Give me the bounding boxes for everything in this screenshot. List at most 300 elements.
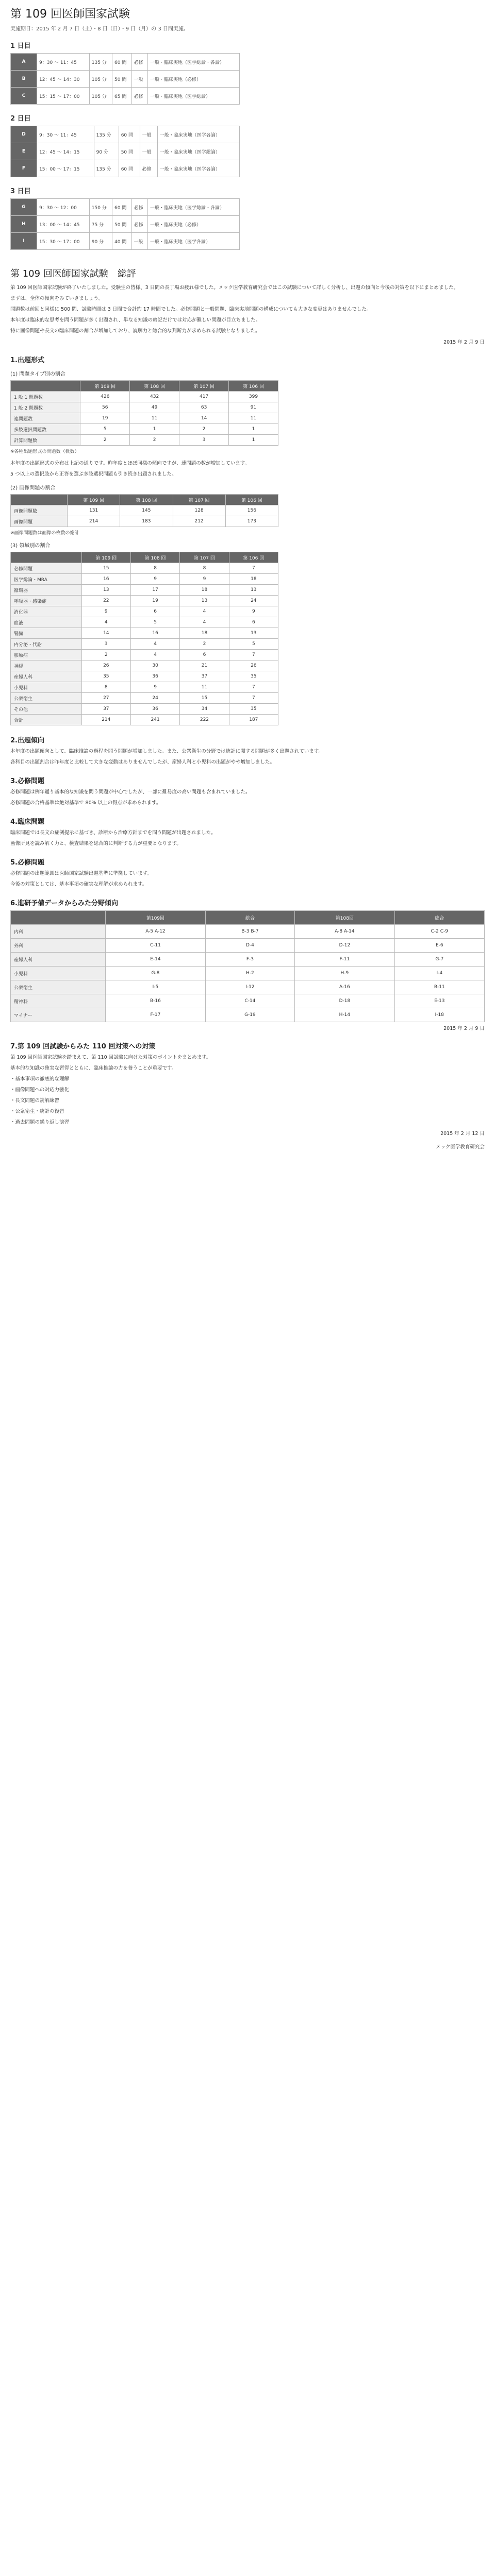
- row-label: 呼吸器・感染症: [11, 596, 82, 606]
- day-title: 3 日目: [10, 188, 31, 195]
- table-head: [11, 552, 278, 563]
- header-row: [11, 552, 278, 563]
- format-cell: 一般: [131, 71, 147, 88]
- block-label: F: [11, 160, 37, 177]
- schedule-row: [11, 199, 240, 216]
- table-cell: 36: [130, 704, 179, 715]
- analysis-heading: 1.出題形式: [10, 357, 44, 364]
- table-cell: 4: [180, 617, 229, 628]
- compare-table-wrap: [10, 910, 485, 1022]
- final-bullet: ・画像問題への対応力強化: [10, 1087, 70, 1093]
- table-cell: 3: [81, 639, 130, 650]
- table-row: [11, 715, 278, 725]
- table-cell: I-5: [106, 980, 205, 994]
- review-paragraph: 問題数は前回と同様に 500 問、試験時間は 3 日間で合計約 17 時間でした。必修問題と一般問題、臨床実地問題の構成についても大きな変更はありませんでした。: [10, 307, 372, 312]
- table-row: [11, 671, 278, 682]
- analysis-note: ※各種出題形式の問題数（概数）: [10, 449, 79, 454]
- table-row: [11, 1008, 485, 1022]
- page: [10, 0, 485, 1150]
- duration-cell: 135 分: [94, 126, 119, 143]
- count-cell: 60 問: [112, 199, 132, 216]
- page-title: 第 109 回医師国家試験: [10, 8, 130, 21]
- format-cell: 一般: [140, 126, 157, 143]
- table-row: [11, 585, 278, 596]
- review-body: [10, 284, 485, 335]
- time-cell: 15：15 〜 17：00: [37, 88, 90, 105]
- count-cell: 40 問: [112, 233, 132, 250]
- schedule-row: [11, 233, 240, 250]
- table-row: [11, 424, 278, 435]
- compare-heading: 6.進研予備データからみた分野傾向: [10, 900, 118, 907]
- table-cell: 7: [229, 682, 278, 693]
- table-cell: 4: [130, 639, 179, 650]
- table-cell: F-17: [106, 1008, 205, 1022]
- section-paragraph: 必修問題の出題範囲は医師国家試験出題基準に準拠しています。: [10, 871, 152, 876]
- table-cell: 1: [130, 424, 179, 435]
- table-cell: 18: [180, 628, 229, 639]
- table-cell: 222: [180, 715, 229, 725]
- count-cell: 65 問: [112, 88, 132, 105]
- table-cell: 2: [180, 639, 229, 650]
- table-cell: 1: [229, 435, 278, 446]
- table-cell: 15: [180, 693, 229, 704]
- content-cell: 一般・臨床実地（医学各論）: [148, 233, 240, 250]
- row-label: 内分泌・代謝: [11, 639, 82, 650]
- final-bullet: ・長文問題の読解練習: [10, 1098, 60, 1104]
- format-cell: 必修: [140, 160, 157, 177]
- table-cell: 36: [130, 671, 179, 682]
- table-cell: 417: [179, 392, 229, 402]
- table-row: [11, 650, 278, 660]
- format-cell: 一般: [140, 143, 157, 160]
- time-cell: 13：00 〜 14：45: [37, 216, 90, 233]
- table-cell: 8: [130, 563, 179, 574]
- table-cell: F-3: [205, 953, 295, 967]
- table-row: [11, 925, 485, 939]
- header-row: [11, 911, 485, 925]
- content-cell: 一般・臨床実地（必修）: [148, 71, 240, 88]
- table-cell: 426: [80, 392, 130, 402]
- table-cell: F-11: [295, 953, 394, 967]
- table-cell: G-19: [205, 1008, 295, 1022]
- content-cell: 一般・臨床実地（医学総論・各論）: [148, 199, 240, 216]
- table-cell: 183: [120, 516, 173, 527]
- final-body: [10, 1054, 485, 1126]
- table-cell: 13: [229, 628, 278, 639]
- header-cell: 第 108 回: [130, 552, 179, 563]
- table-cell: D-12: [295, 939, 394, 953]
- table-cell: 35: [229, 671, 278, 682]
- table-cell: 5: [130, 617, 179, 628]
- row-label: 多肢選択問題数: [11, 424, 80, 435]
- table-cell: 15: [81, 563, 130, 574]
- section-heading: 5.必修問題: [10, 859, 44, 867]
- final-bullet: ・公衆衛生・統計の復習: [10, 1109, 64, 1114]
- row-label: 画像問題数: [11, 505, 68, 516]
- block-label: D: [11, 126, 37, 143]
- table-row: [11, 413, 278, 424]
- table-cell: 145: [120, 505, 173, 516]
- table-cell: 14: [179, 413, 229, 424]
- header-cell: 第 108 回: [130, 381, 179, 392]
- header-cell: 第 106 回: [225, 495, 278, 505]
- table3-wrap: [10, 552, 485, 725]
- table-cell: 34: [180, 704, 229, 715]
- section-heading: 3.必修問題: [10, 777, 44, 785]
- table-row: [11, 563, 278, 574]
- table-cell: 19: [80, 413, 130, 424]
- compare-table: [10, 910, 485, 1022]
- duration-cell: 135 分: [94, 160, 119, 177]
- analysis-table: [10, 380, 278, 446]
- table-cell: 9: [180, 574, 229, 585]
- table-cell: 212: [173, 516, 225, 527]
- table-row: [11, 967, 485, 980]
- header-cell: 第 107 回: [173, 495, 225, 505]
- table-cell: H-14: [295, 1008, 394, 1022]
- table-cell: 187: [229, 715, 278, 725]
- table-cell: 7: [229, 693, 278, 704]
- schedule-row: [11, 160, 240, 177]
- final-date: 2015 年 2 月 12 日: [440, 1131, 485, 1137]
- row-label: 消化器: [11, 606, 82, 617]
- row-label: 合計: [11, 715, 82, 725]
- table-row: [11, 980, 485, 994]
- time-cell: 9：30 〜 11：45: [37, 54, 90, 71]
- count-cell: 60 問: [119, 160, 140, 177]
- table2-wrap: [10, 494, 485, 527]
- table-body: [11, 392, 278, 446]
- row-label: 公衆衛生: [11, 693, 82, 704]
- table-cell: 13: [81, 585, 130, 596]
- day-title: 2 日目: [10, 115, 31, 123]
- table-cell: 4: [180, 606, 229, 617]
- section-paragraph: 本年度の出題傾向として、臨床推論の過程を問う問題が増加しました。また、公衆衛生の分野では統計に関する問題が多く出題されています。: [10, 749, 324, 754]
- row-label: 小児科: [11, 682, 82, 693]
- table-cell: 2: [130, 435, 179, 446]
- table-cell: C-14: [205, 994, 295, 1008]
- table-cell: C-2 C-9: [394, 925, 484, 939]
- header-cell: 第 108 回: [120, 495, 173, 505]
- row-label: 精神科: [11, 994, 106, 1008]
- table-row: [11, 994, 485, 1008]
- table-row: [11, 596, 278, 606]
- header-cell-blank: [11, 911, 106, 925]
- table-cell: 214: [81, 715, 130, 725]
- table-cell: B-3 B-7: [205, 925, 295, 939]
- header-cell: 第 109 回: [68, 495, 120, 505]
- table-row: [11, 639, 278, 650]
- review-date: 2015 年 2 月 9 日: [443, 340, 485, 345]
- table-cell: 18: [229, 574, 278, 585]
- table-cell: 156: [225, 505, 278, 516]
- final-paragraph: 第 109 回医師国家試験を踏まえて、第 110 回試験に向けた対策のポイントをまとめます。: [10, 1055, 211, 1060]
- schedule-row: [11, 54, 240, 71]
- table-cell: 9: [81, 606, 130, 617]
- table-cell: 6: [130, 606, 179, 617]
- table-row: [11, 516, 278, 527]
- row-label: 内科: [11, 925, 106, 939]
- format-cell: 必修: [131, 216, 147, 233]
- header-row: [11, 495, 278, 505]
- table-cell: 5: [229, 639, 278, 650]
- header-cell: 第108回: [295, 911, 394, 925]
- time-cell: 9：30 〜 12：00: [37, 199, 90, 216]
- table-cell: 5: [80, 424, 130, 435]
- table-row: [11, 660, 278, 671]
- table-row: [11, 953, 485, 967]
- table-cell: 11: [180, 682, 229, 693]
- table-cell: 17: [130, 585, 179, 596]
- table-row: [11, 682, 278, 693]
- time-cell: 15：00 〜 17：15: [37, 160, 94, 177]
- table-row: [11, 628, 278, 639]
- table-head: [11, 381, 278, 392]
- count-cell: 50 問: [112, 71, 132, 88]
- table-cell: A-16: [295, 980, 394, 994]
- table-cell: 4: [130, 650, 179, 660]
- table-row: [11, 704, 278, 715]
- row-label: その他: [11, 704, 82, 715]
- duration-cell: 90 分: [89, 233, 112, 250]
- table-cell: I-12: [205, 980, 295, 994]
- compare-date: 2015 年 2 月 9 日: [443, 1026, 485, 1031]
- row-label: 小児科: [11, 967, 106, 980]
- duration-cell: 135 分: [89, 54, 112, 71]
- table-row: [11, 505, 278, 516]
- table-cell: G-7: [394, 953, 484, 967]
- row-label: 血液: [11, 617, 82, 628]
- table-row: [11, 617, 278, 628]
- section-heading: 2.出題傾向: [10, 737, 44, 744]
- row-label: 1 般 1 問題数: [11, 392, 80, 402]
- row-label: 画像問題: [11, 516, 68, 527]
- table-cell: 63: [179, 402, 229, 413]
- block-label: E: [11, 143, 37, 160]
- format-cell: 必修: [131, 88, 147, 105]
- block-label: I: [11, 233, 37, 250]
- table-head: [11, 495, 278, 505]
- header-row: [11, 381, 278, 392]
- schedule-row: [11, 126, 240, 143]
- row-label: 1 般 2 問題数: [11, 402, 80, 413]
- table-cell: 16: [81, 574, 130, 585]
- row-label: 計算問題数: [11, 435, 80, 446]
- table-cell: E-13: [394, 994, 484, 1008]
- analysis-table-wrap: [10, 380, 485, 446]
- schedule-days: [10, 40, 485, 250]
- table-row: [11, 693, 278, 704]
- review-paragraph: 特に画像問題や長文の臨床問題の割合が増加しており、読解力と総合的な判断力が求められる試験となりました。: [10, 328, 260, 334]
- table-row: [11, 574, 278, 585]
- table-cell: 49: [130, 402, 179, 413]
- table-cell: 13: [229, 585, 278, 596]
- row-label: 膠原病: [11, 650, 82, 660]
- final-bullet: ・過去問題の繰り返し演習: [10, 1120, 70, 1125]
- table-cell: 9: [229, 606, 278, 617]
- header-cell-blank: [11, 381, 80, 392]
- table2-title: (2) 画像問題の割合: [10, 485, 56, 491]
- table-row: [11, 392, 278, 402]
- page-subtitle: 実施期日：2015 年 2 月 7 日（土）・8 日（日）・9 日（月）の 3 日間実施。: [10, 26, 189, 32]
- table-cell: C-11: [106, 939, 205, 953]
- header-cell: 第 109 回: [81, 552, 130, 563]
- table3-title: (3) 領域別の割合: [10, 543, 51, 549]
- table-row: [11, 402, 278, 413]
- table-cell: 19: [130, 596, 179, 606]
- table-cell: 35: [81, 671, 130, 682]
- row-label: 神経: [11, 660, 82, 671]
- header-cell: 第 107 回: [179, 381, 229, 392]
- table-cell: 91: [229, 402, 278, 413]
- table-cell: 9: [130, 574, 179, 585]
- header-cell: 総合: [205, 911, 295, 925]
- time-cell: 12：45 〜 14：15: [37, 143, 94, 160]
- table-cell: I-18: [394, 1008, 484, 1022]
- duration-cell: 90 分: [94, 143, 119, 160]
- count-cell: 50 問: [119, 143, 140, 160]
- table-cell: 2: [179, 424, 229, 435]
- section-paragraph: 今後の対策としては、基本事項の確実な理解が求められます。: [10, 882, 147, 887]
- table-cell: E-14: [106, 953, 205, 967]
- sections: [10, 735, 485, 888]
- row-label: 産婦人科: [11, 671, 82, 682]
- table-cell: E-6: [394, 939, 484, 953]
- table-cell: 1: [229, 424, 278, 435]
- format-cell: 必修: [131, 54, 147, 71]
- section-paragraph: 臨床問題では長文の症例提示に基づき、診断から治療方針までを問う問題が出題されました。: [10, 830, 216, 836]
- content-cell: 一般・臨床実地（必修）: [148, 216, 240, 233]
- schedule-table: [10, 198, 240, 250]
- section-paragraph: 必修問題は例年通り基本的な知識を問う問題が中心でしたが、一部に難易度の高い問題も含まれていました。: [10, 789, 251, 795]
- table-body: [11, 925, 485, 1022]
- final-bullet: ・基本事項の徹底的な理解: [10, 1076, 70, 1082]
- schedule-row: [11, 216, 240, 233]
- row-label: 必修問題: [11, 563, 82, 574]
- analysis-paragraph: 本年度の出題形式の分布は上記の通りです。昨年度とほぼ同様の傾向ですが、連問題の数が増加しています。: [10, 461, 250, 466]
- format-cell: 必修: [131, 199, 147, 216]
- content-cell: 一般・臨床実地（医学各論）: [157, 126, 239, 143]
- row-label: 産婦人科: [11, 953, 106, 967]
- final-heading: 7.第 109 回試験からみた 110 回対策への対策: [10, 1043, 156, 1050]
- table-cell: B-16: [106, 994, 205, 1008]
- block-label: H: [11, 216, 37, 233]
- table-head: [11, 911, 485, 925]
- content-cell: 一般・臨床実地（医学総論・各論）: [148, 54, 240, 71]
- table-cell: 214: [68, 516, 120, 527]
- table-cell: A-5 A-12: [106, 925, 205, 939]
- header-cell: 第 106 回: [229, 552, 278, 563]
- table-cell: 7: [229, 563, 278, 574]
- table-cell: 22: [81, 596, 130, 606]
- block-label: B: [11, 71, 37, 88]
- table-row: [11, 939, 485, 953]
- header-cell-blank: [11, 495, 68, 505]
- content-cell: 一般・臨床実地（医学総論）: [157, 143, 239, 160]
- section-heading: 4.臨床問題: [10, 818, 44, 826]
- review-paragraph: まずは、全体の傾向をみていきましょう。: [10, 296, 104, 301]
- table-row: [11, 606, 278, 617]
- review-paragraph: 本年度は臨床的な思考を問う問題が多く出題され、単なる知識の暗記だけでは対応が難しい問題が目立ちました。: [10, 317, 261, 323]
- table-cell: 27: [81, 693, 130, 704]
- table-cell: 9: [130, 682, 179, 693]
- content-cell: 一般・臨床実地（医学総論）: [148, 88, 240, 105]
- table-cell: I-4: [394, 967, 484, 980]
- count-cell: 50 問: [112, 216, 132, 233]
- table-cell: 128: [173, 505, 225, 516]
- table-cell: 18: [180, 585, 229, 596]
- table-cell: 173: [225, 516, 278, 527]
- section-paragraph: 必修問題の合格基準は絶対基準で 80% 以上の得点が求められます。: [10, 800, 161, 806]
- time-cell: 12：45 〜 14：30: [37, 71, 90, 88]
- time-cell: 9：30 〜 11：45: [37, 126, 94, 143]
- table-cell: B-11: [394, 980, 484, 994]
- table-cell: 3: [179, 435, 229, 446]
- block-label: G: [11, 199, 37, 216]
- schedule-row: [11, 88, 240, 105]
- table-cell: 241: [130, 715, 179, 725]
- table-cell: 432: [130, 392, 179, 402]
- table-cell: H-2: [205, 967, 295, 980]
- row-label: 腎臓: [11, 628, 82, 639]
- header-cell: 第 109 回: [80, 381, 130, 392]
- table-cell: 7: [229, 650, 278, 660]
- table-cell: 56: [80, 402, 130, 413]
- table-cell: 30: [130, 660, 179, 671]
- schedule-row: [11, 71, 240, 88]
- table-cell: D-4: [205, 939, 295, 953]
- content-cell: 一般・臨床実地（医学各論）: [157, 160, 239, 177]
- duration-cell: 105 分: [89, 71, 112, 88]
- table-cell: G-8: [106, 967, 205, 980]
- table-cell: 11: [130, 413, 179, 424]
- table-cell: 16: [130, 628, 179, 639]
- schedule-row: [11, 143, 240, 160]
- table3-table: [10, 552, 278, 725]
- header-cell-blank: [11, 552, 82, 563]
- table-cell: D-18: [295, 994, 394, 1008]
- section-paragraph: 各科目の出題割合は昨年度と比較して大きな変動はありませんでしたが、産婦人科と小児科の出題がやや増加しました。: [10, 759, 275, 765]
- table-body: [11, 505, 278, 527]
- table-cell: 2: [81, 650, 130, 660]
- table-cell: 24: [130, 693, 179, 704]
- table-cell: 6: [180, 650, 229, 660]
- table-cell: 24: [229, 596, 278, 606]
- block-label: A: [11, 54, 37, 71]
- table-cell: 26: [81, 660, 130, 671]
- section-paragraph: 画像所見を読み解く力と、検査結果を総合的に判断する力が重要となります。: [10, 841, 182, 846]
- time-cell: 15：30 〜 17：00: [37, 233, 90, 250]
- block-label: C: [11, 88, 37, 105]
- analysis-paragraphs: [10, 460, 485, 478]
- header-cell: 総合: [394, 911, 484, 925]
- table-row: [11, 435, 278, 446]
- schedule-table: [10, 53, 240, 105]
- table-cell: 4: [81, 617, 130, 628]
- table-cell: 37: [180, 671, 229, 682]
- table-cell: 8: [81, 682, 130, 693]
- table-body: [11, 563, 278, 725]
- table-cell: 11: [229, 413, 278, 424]
- duration-cell: 75 分: [89, 216, 112, 233]
- row-label: 公衆衛生: [11, 980, 106, 994]
- table-cell: 37: [81, 704, 130, 715]
- row-label: 連問題数: [11, 413, 80, 424]
- analysis-paragraph: 5 つ以上の選択肢から正答を選ぶ多肢選択問題も引き続き出題されました。: [10, 471, 177, 477]
- table2-note: ※画像問題数は画像の枚数の総計: [10, 531, 79, 536]
- format-cell: 一般: [131, 233, 147, 250]
- table-cell: 8: [180, 563, 229, 574]
